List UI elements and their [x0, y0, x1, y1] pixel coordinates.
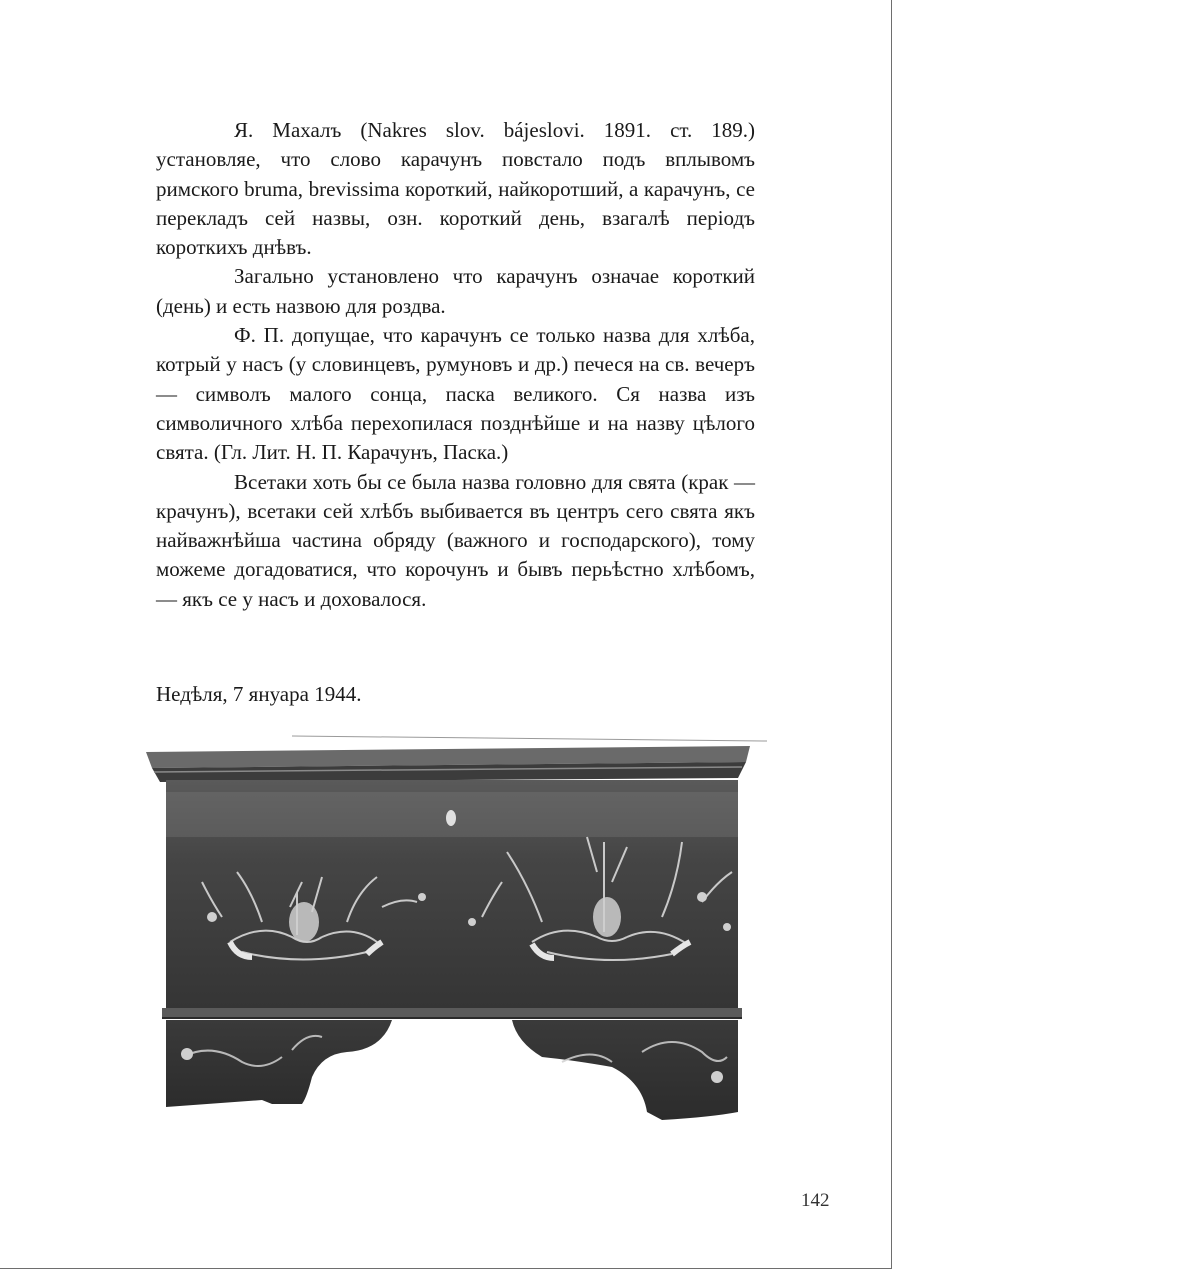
paragraph-3: Ф. П. допущае, что карачунъ се только назва для хлѣба, котрый у насъ (у словинцевъ, румуновъ и др.) печеся на св. вечеръ — символъ малого сонца, паска великого. Ся назва изъ символичного хлѣба перехопилася позднѣйше и на назву цѣлого свята. (Гл. Лит. Н. П. Карачунъ, Паска.): [156, 323, 755, 465]
chest-left-leg: [166, 1020, 392, 1107]
chest-right-leg: [512, 1020, 738, 1120]
right-urn: [593, 897, 621, 937]
painted-chest-photo: [142, 732, 772, 1124]
page-number: 142: [801, 1190, 830, 1211]
body-text: [156, 116, 755, 614]
left-urn: [289, 902, 319, 942]
keyhole: [446, 810, 456, 826]
paragraph-1: Я. Махалъ (Nakres slov. bájeslovi. 1891. ст. 189.) установляе, что слово карачунъ повстало подъ вплывомъ римского bruma, brevissima короткий, найкоротший, а карачунъ, се перекладъ сей назвы, озн. короткий день, взагалѣ перiодъ короткихъ днѣвъ.: [156, 118, 755, 260]
date-line: Недѣля, 7 януара 1944.: [156, 682, 362, 706]
paragraph-2: Загально установлено что карачунъ означае короткий (день) и есть назвою для роздва.: [156, 264, 755, 318]
paragraph-4: Всетаки хоть бы се была назва головно для свята (крак — крачунъ), всетаки сей хлѣбъ выбивается въ центръ сего свята якъ найважнѣйша частина обряду (важного и господарского), тому можеме догадоватися, что корочунъ и бывъ перьѣстно хлѣбомъ, — якъ се у насъ и доховалося.: [156, 469, 755, 611]
